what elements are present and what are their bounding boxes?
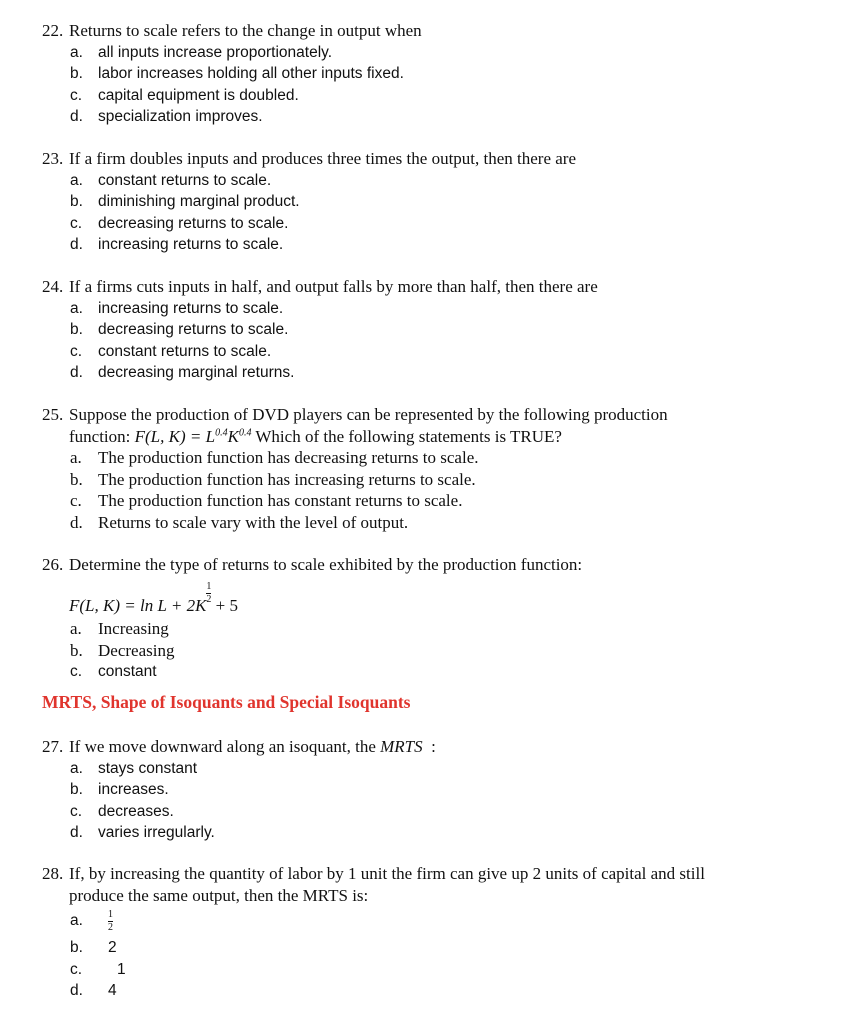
option-c: c. constant returns to scale. (70, 342, 272, 360)
option-d: d. increasing returns to scale. (70, 236, 284, 253)
question-stem: Returns to scale refers to the change in output when (69, 21, 422, 40)
option-d: d. Returns to scale vary with the level of output. (70, 512, 409, 532)
option-c: c. decreasing returns to scale. (70, 214, 289, 232)
option-c: c. capital equipment is doubled. (70, 86, 299, 104)
question-27 (42, 736, 802, 844)
option-c: c. The production function has constant returns to scale. (70, 491, 463, 510)
production-formula: F(L, $K) = L^{0.4}K^{0.4}$ (134, 426, 252, 446)
question-stem: If, by increasing the quantity of labor by 1 unit the firm can give up 2 units of capital and still (69, 864, 705, 883)
question-number: 28. (42, 864, 64, 883)
question-25 (42, 404, 802, 533)
question-24 (42, 276, 802, 384)
option-b: b. Decreasing (70, 640, 175, 660)
option-c: c. constant (70, 663, 157, 680)
question-number: 22. (42, 21, 64, 40)
question-number: 26. (42, 555, 64, 574)
section-heading: MRTS, Shape of Isoquants and Special Isoquants (42, 692, 411, 712)
option-a: a. stays constant (70, 759, 198, 777)
question-number: 25. (42, 405, 64, 424)
production-formula: F(L, $K) = \ln L + 2K\frac{1}{2} + 5$ (69, 580, 238, 615)
question-number: 23. (42, 149, 64, 168)
question-stem: If a firm doubles inputs and produces three times the output, then there are (69, 149, 577, 168)
option-a: a. all inputs increase proportionately. (70, 43, 333, 61)
option-a: a. increasing returns to scale. (70, 299, 284, 317)
option-b: b. diminishing marginal product. (70, 193, 300, 210)
option-a: a. $\frac{1}{2}$ (70, 909, 113, 933)
question-number: 27. (42, 737, 64, 756)
option-d: d. 4 (70, 982, 117, 999)
option-b: b. The production function has increasing returns to scale. (70, 469, 476, 489)
option-a: a. Increasing (70, 619, 169, 638)
option-b: b. labor increases holding all other inputs fixed. (70, 65, 404, 82)
option-b: b. 2 (70, 939, 117, 956)
question-stem: Suppose the production of DVD players can be represented by the following production (69, 405, 668, 424)
question-stem: Determine the type of returns to scale exhibited by the production function: (69, 555, 583, 574)
option-b: b. increases. (70, 781, 169, 798)
option-b: b. decreasing returns to scale. (70, 321, 289, 338)
option-d: d. specialization improves. (70, 108, 263, 125)
question-28 (42, 863, 802, 1002)
question-stem: If we move downward along an isoquant, the MRTS : (69, 737, 436, 756)
question-number: 24. (42, 277, 64, 296)
question-stem: If a firms cuts inputs in half, and output falls by more than half, then there are (69, 277, 598, 296)
option-d: d. varies irregularly. (70, 824, 215, 841)
option-c: c. 1 (70, 960, 126, 978)
option-c: c. decreases. (70, 802, 174, 820)
question-23 (42, 148, 802, 256)
question-stem-continued: function: F(L, $K) = L^{0.4}K^{0.4}$ Which of the following statements is TRUE? (69, 426, 562, 446)
option-a: a. The production function has decreasing returns to scale. (70, 448, 479, 467)
question-26 (42, 554, 802, 683)
option-a: a. constant returns to scale. (70, 171, 272, 189)
question-stem-continued: produce the same output, then the MRTS is: (69, 885, 369, 905)
question-22 (42, 20, 802, 128)
option-d: d. decreasing marginal returns. (70, 364, 295, 381)
